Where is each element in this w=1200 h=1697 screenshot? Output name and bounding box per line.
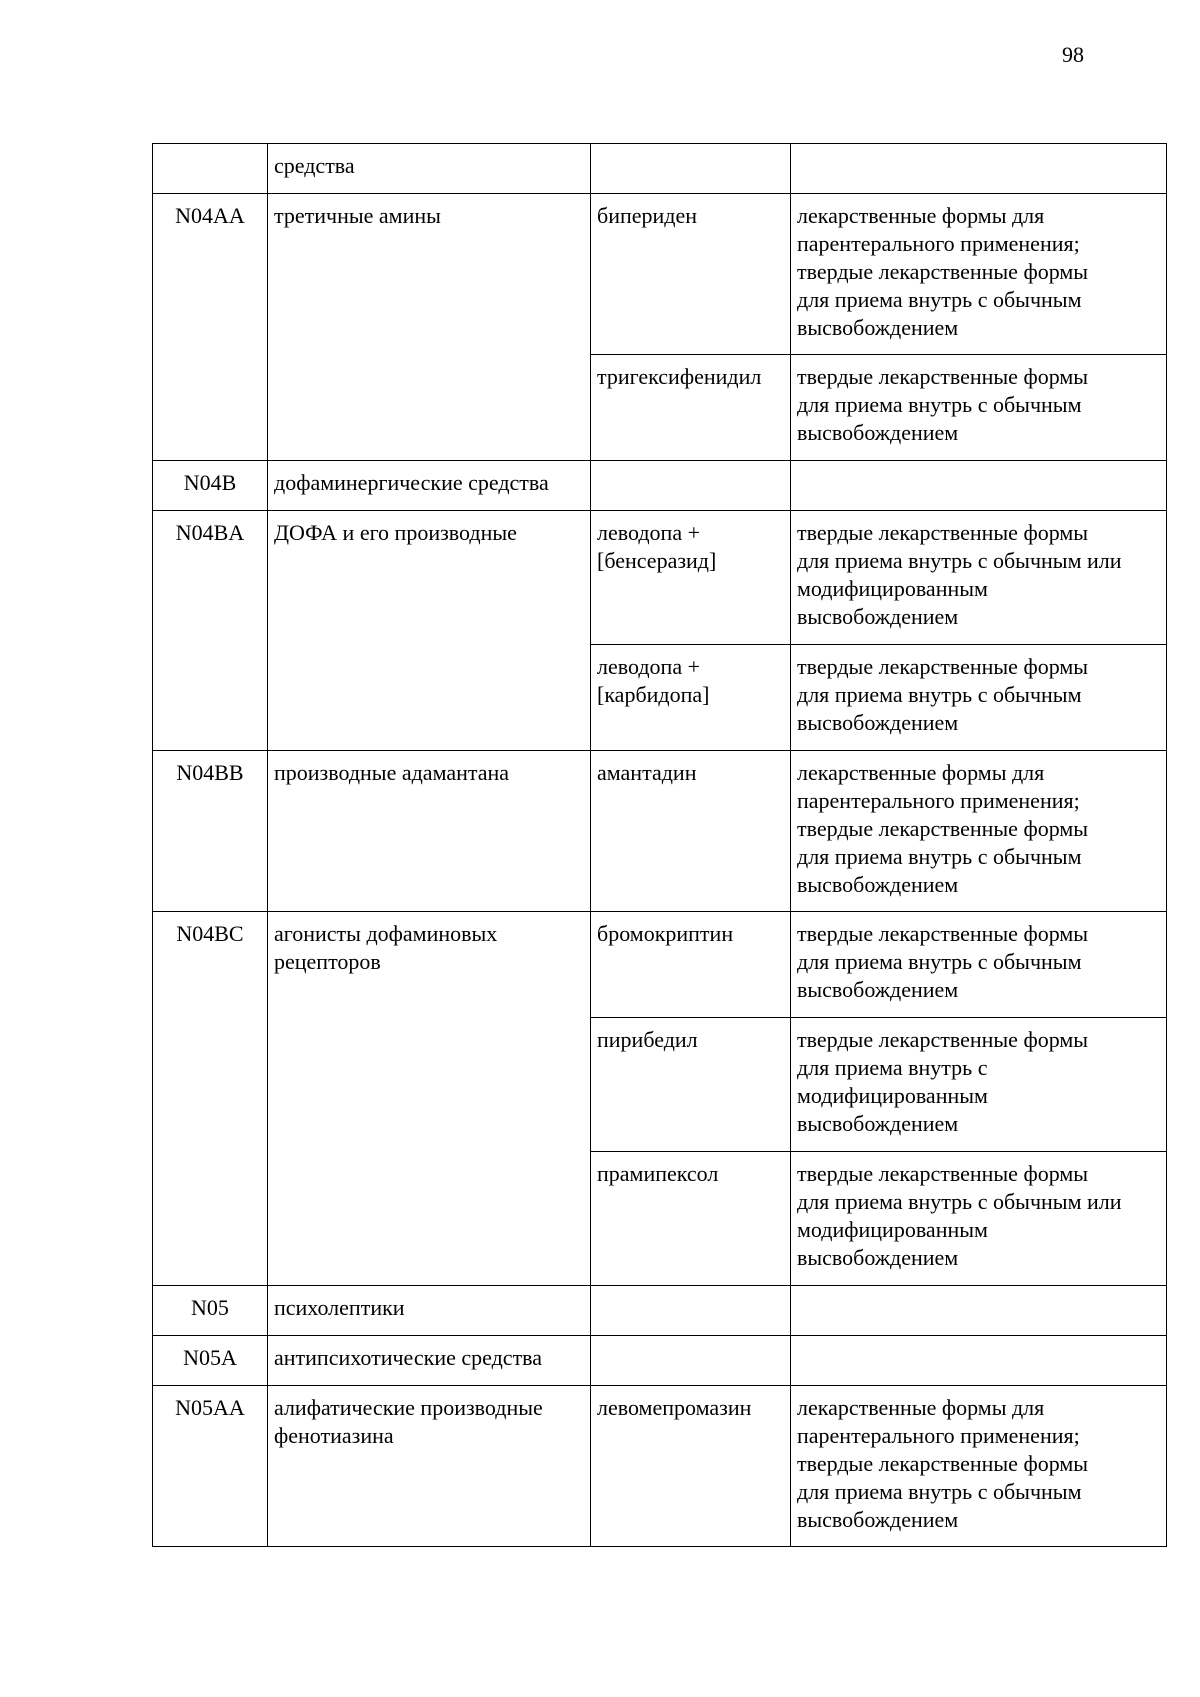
atc-code-cell: N04BC <box>153 912 268 1286</box>
table-row <box>153 751 1167 912</box>
atc-code-cell: N04BA <box>153 511 268 751</box>
drug-name-cell <box>591 1152 791 1286</box>
table-row <box>153 511 1167 645</box>
table-row <box>153 1386 1167 1547</box>
group-name-text: третичные амины <box>274 203 441 228</box>
group-name-text: антипсихотические средства <box>274 1345 543 1370</box>
dosage-form-cell <box>791 645 1167 751</box>
group-name-cell <box>268 194 591 461</box>
group-name-cell <box>268 751 591 912</box>
group-name-cell <box>268 144 591 194</box>
drug-name-text: левомепромазин <box>597 1395 752 1420</box>
drug-name-text: амантадин <box>597 760 697 785</box>
atc-code-cell <box>153 144 268 194</box>
drug-name-cell <box>591 751 791 912</box>
group-name-cell <box>268 1386 591 1547</box>
dosage-form-cell <box>791 194 1167 355</box>
group-name-text: средства <box>274 153 355 178</box>
drug-name-cell <box>591 511 791 645</box>
dosage-form-text: лекарственные формы для парентерального применения; твердые лекарственные формы для приема внутрь с обычным высвобождением <box>797 203 1089 340</box>
dosage-form-text: твердые лекарственные формы для приема внутрь с обычным высвобождением <box>797 364 1089 445</box>
drug-name-cell <box>591 355 791 461</box>
dosage-form-cell <box>791 355 1167 461</box>
dosage-form-text: лекарственные формы для парентерального применения; твердые лекарственные формы для приема внутрь с обычным высвобождением <box>797 1395 1089 1532</box>
drug-name-text: пирибедил <box>597 1027 698 1052</box>
table-row <box>153 144 1167 194</box>
dosage-form-text: лекарственные формы для парентерального применения; твердые лекарственные формы для приема внутрь с обычным высвобождением <box>797 760 1089 897</box>
drug-name-text: тригексифенидил <box>597 364 762 389</box>
drug-classification-table <box>152 143 1167 1547</box>
drug-name-text: бромокриптин <box>597 921 734 946</box>
drug-name-cell <box>591 144 791 194</box>
table-row <box>153 912 1167 1018</box>
table-row <box>153 461 1167 511</box>
dosage-form-cell <box>791 1386 1167 1547</box>
atc-code-cell: N04AA <box>153 194 268 461</box>
table-body <box>153 144 1167 1547</box>
group-name-text: ДОФА и его производные <box>274 520 517 545</box>
group-name-cell <box>268 1336 591 1386</box>
drug-name-cell <box>591 912 791 1018</box>
dosage-form-cell <box>791 1336 1167 1386</box>
group-name-text: алифатические производные фенотиазина <box>274 1395 543 1448</box>
dosage-form-cell <box>791 144 1167 194</box>
dosage-form-text: твердые лекарственные формы для приема внутрь с модифицированным высвобождением <box>797 1027 1089 1136</box>
drug-name-cell <box>591 1286 791 1336</box>
group-name-text: психолептики <box>274 1295 405 1320</box>
dosage-form-text: твердые лекарственные формы для приема внутрь с обычным высвобождением <box>797 921 1089 1002</box>
atc-code-cell: N04B <box>153 461 268 511</box>
drug-name-text: прамипексол <box>597 1161 719 1186</box>
dosage-form-cell <box>791 1152 1167 1286</box>
group-name-cell <box>268 511 591 751</box>
dosage-form-cell <box>791 751 1167 912</box>
atc-code-cell: N04BB <box>153 751 268 912</box>
drug-name-text: леводопа + [карбидопа] <box>597 654 710 707</box>
page-number: 98 <box>1062 42 1084 67</box>
dosage-form-cell <box>791 912 1167 1018</box>
group-name-text: дофаминергические средства <box>274 470 549 495</box>
group-name-cell <box>268 912 591 1286</box>
atc-code-cell: N05A <box>153 1336 268 1386</box>
dosage-form-text: твердые лекарственные формы для приема внутрь с обычным или модифицированным высвобождением <box>797 520 1122 629</box>
table-row <box>153 1286 1167 1336</box>
group-name-text: агонисты дофаминовых рецепторов <box>274 921 498 974</box>
atc-code-cell: N05AA <box>153 1386 268 1547</box>
group-name-cell <box>268 461 591 511</box>
drug-name-text: леводопа + [бенсеразид] <box>597 520 717 573</box>
drug-name-cell <box>591 1386 791 1547</box>
dosage-form-cell <box>791 1286 1167 1336</box>
dosage-form-cell <box>791 1018 1167 1152</box>
group-name-text: производные адамантана <box>274 760 510 785</box>
drug-name-cell <box>591 1336 791 1386</box>
table-row <box>153 194 1167 355</box>
dosage-form-text: твердые лекарственные формы для приема внутрь с обычным высвобождением <box>797 654 1089 735</box>
dosage-form-text: твердые лекарственные формы для приема внутрь с обычным или модифицированным высвобождением <box>797 1161 1122 1270</box>
drug-name-text: бипериден <box>597 203 698 228</box>
atc-code-cell: N05 <box>153 1286 268 1336</box>
group-name-cell <box>268 1286 591 1336</box>
drug-name-cell <box>591 461 791 511</box>
dosage-form-cell <box>791 461 1167 511</box>
dosage-form-cell <box>791 511 1167 645</box>
table-row <box>153 1336 1167 1386</box>
drug-name-cell <box>591 1018 791 1152</box>
drug-name-cell <box>591 645 791 751</box>
drug-name-cell <box>591 194 791 355</box>
